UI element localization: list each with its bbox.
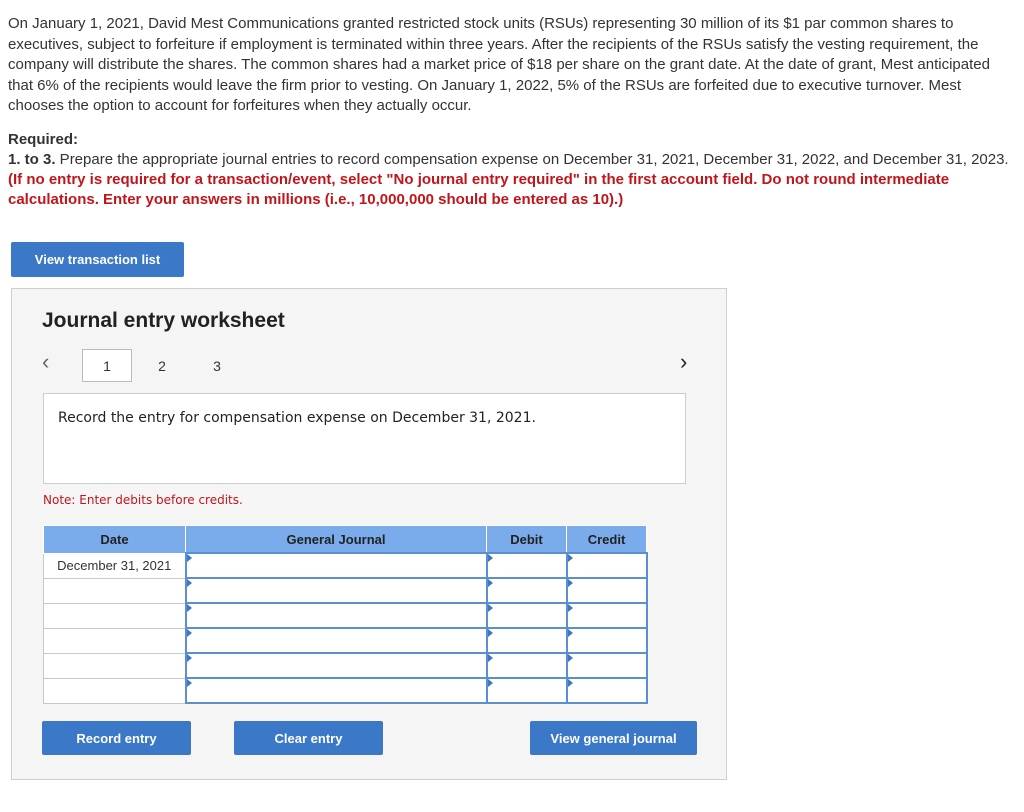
column-header-credit: Credit <box>567 526 647 554</box>
column-header-general-journal: General Journal <box>186 526 487 554</box>
table-row <box>44 578 647 603</box>
tab-2[interactable]: 2 <box>158 357 166 374</box>
debit-input[interactable] <box>487 678 567 703</box>
view-transaction-list-button[interactable]: View transaction list <box>11 242 184 277</box>
journal-entry-worksheet <box>11 288 727 780</box>
table-row <box>44 678 647 703</box>
credit-input[interactable] <box>567 653 647 678</box>
chevron-right-icon[interactable]: › <box>680 349 688 374</box>
chevron-left-icon[interactable]: ‹ <box>42 349 50 374</box>
account-input[interactable] <box>186 628 487 653</box>
date-cell <box>44 678 186 703</box>
worksheet-title: Journal entry worksheet <box>42 309 285 332</box>
worksheet-note: Note: Enter debits before credits. <box>43 493 243 507</box>
table-row <box>44 628 647 653</box>
column-header-date: Date <box>44 526 186 554</box>
clear-entry-button[interactable]: Clear entry <box>234 721 383 755</box>
date-cell <box>44 603 186 628</box>
debit-input[interactable] <box>487 653 567 678</box>
table-row <box>44 653 647 678</box>
tab-1[interactable]: 1 <box>82 349 132 382</box>
credit-input[interactable] <box>567 553 647 578</box>
account-input[interactable] <box>186 578 487 603</box>
table-row <box>44 603 647 628</box>
date-cell: December 31, 2021 <box>44 553 186 578</box>
account-input[interactable] <box>186 553 487 578</box>
date-cell <box>44 628 186 653</box>
date-cell <box>44 653 186 678</box>
worksheet-instruction: Record the entry for compensation expense on December 31, 2021. <box>43 393 686 484</box>
debit-input[interactable] <box>487 553 567 578</box>
account-input[interactable] <box>186 653 487 678</box>
required-note: (If no entry is required for a transaction/event, select "No journal entry required" in the first account field. Do not round intermediate calculations. Enter your answers in millions (i.e., 10,000,000 should be entered as 10).) <box>8 171 950 208</box>
credit-input[interactable] <box>567 578 647 603</box>
date-cell <box>44 578 186 603</box>
required-instruction: Prepare the appropriate journal entries to record compensation expense on December 31, 2021, December 31, 2022, and December 31, 2023. <box>55 151 1009 168</box>
required-text <box>8 150 1016 210</box>
credit-input[interactable] <box>567 628 647 653</box>
credit-input[interactable] <box>567 678 647 703</box>
required-step: 1. to 3. <box>8 151 56 168</box>
debit-input[interactable] <box>487 578 567 603</box>
credit-input[interactable] <box>567 603 647 628</box>
view-general-journal-button[interactable]: View general journal <box>530 721 697 755</box>
journal-table <box>43 525 648 704</box>
record-entry-button[interactable]: Record entry <box>42 721 191 755</box>
required-section <box>8 130 1016 210</box>
account-input[interactable] <box>186 603 487 628</box>
account-input[interactable] <box>186 678 487 703</box>
debit-input[interactable] <box>487 603 567 628</box>
debit-input[interactable] <box>487 628 567 653</box>
problem-statement: On January 1, 2021, David Mest Communications granted restricted stock units (RSUs) representing 30 million of its $1 par common shares to executives, subject to forfeiture if employment is terminated within three years. After the recipients of the RSUs satisfy the vesting requirement, the company will distribute the shares. The common shares had a market price of $18 per share on the grant date. At the date of grant, Mest anticipated that 6% of the recipients would leave the firm prior to vesting. On January 1, 2022, 5% of the RSUs are forfeited due to executive turnover. Mest chooses the option to account for forfeitures when they actually occur. <box>8 15 990 114</box>
required-heading: Required: <box>8 131 79 148</box>
column-header-debit: Debit <box>487 526 567 554</box>
table-row <box>44 553 647 578</box>
tab-3[interactable]: 3 <box>213 357 221 374</box>
